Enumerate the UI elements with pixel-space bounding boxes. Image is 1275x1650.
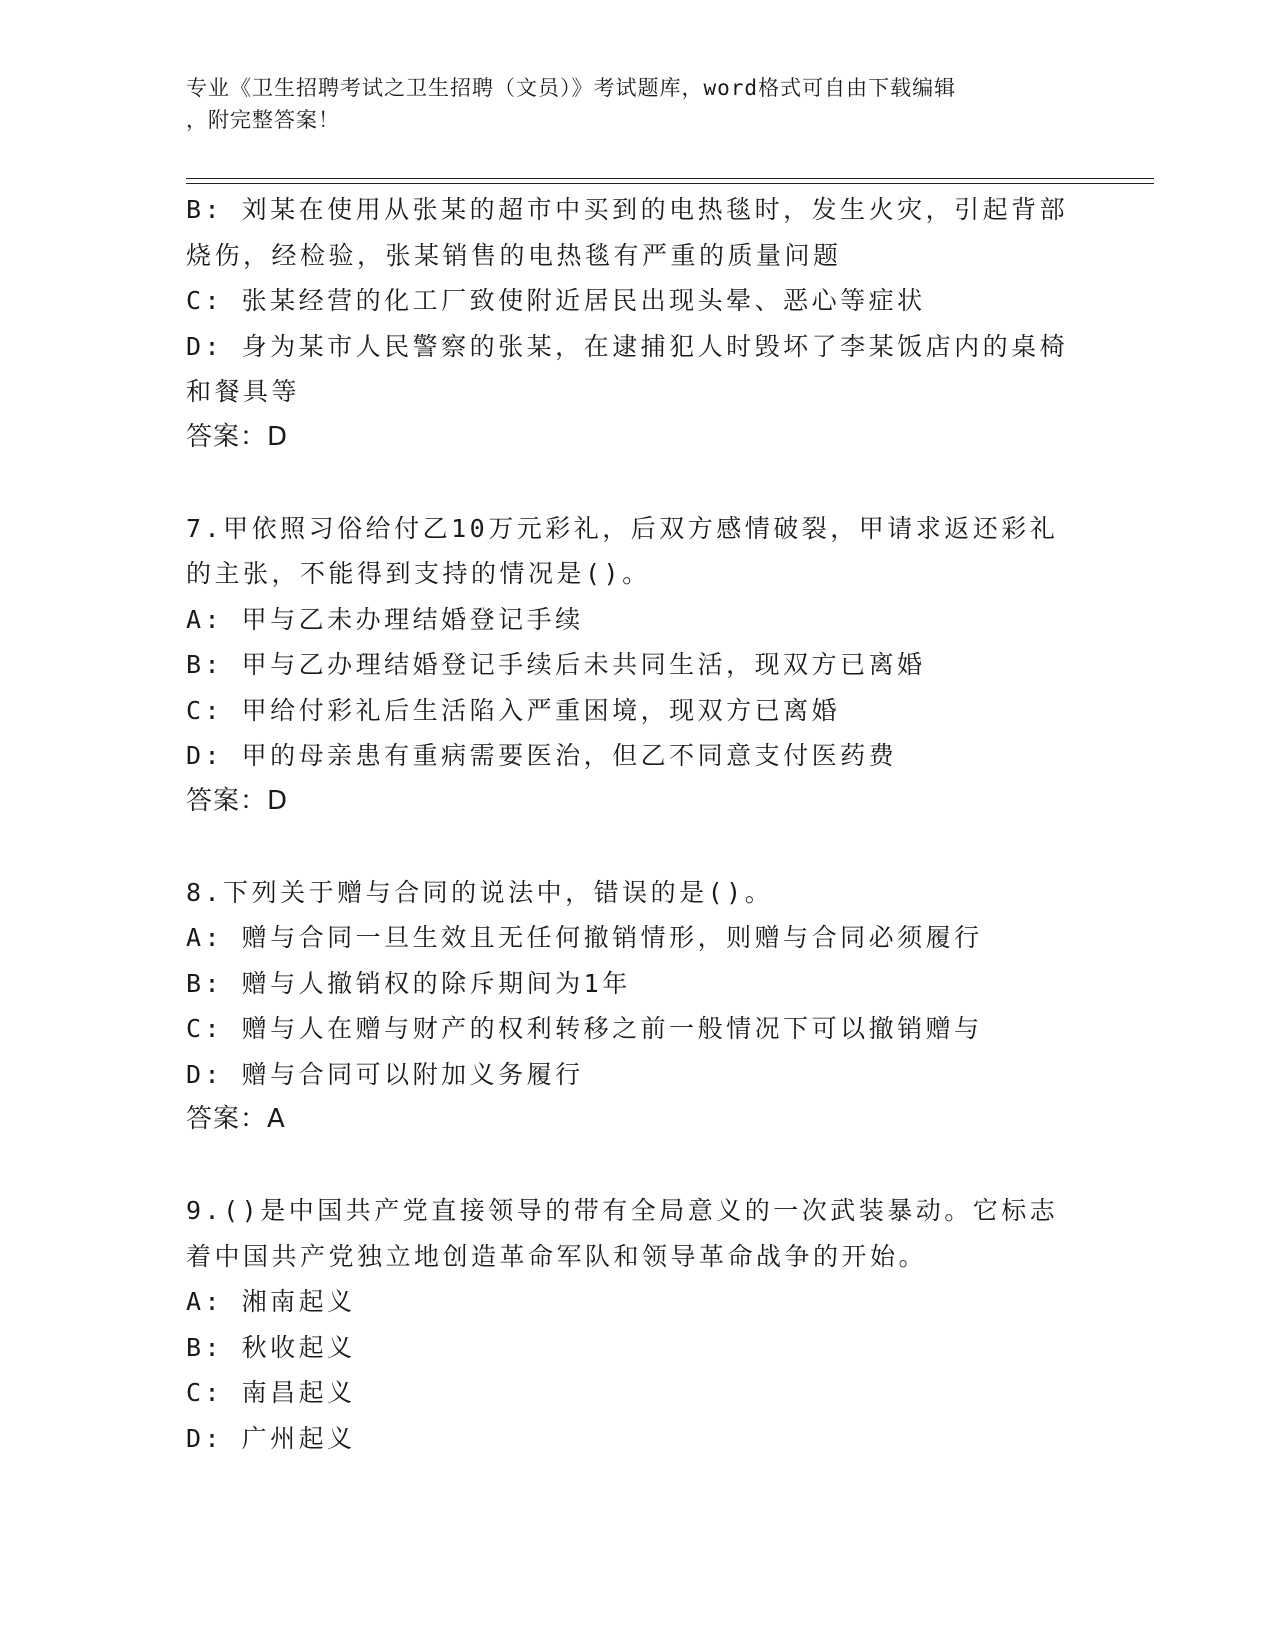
answer: 答案：D: [186, 421, 289, 452]
spacer: [186, 1143, 1086, 1189]
question-9: [186, 1188, 1086, 1461]
spacer: [186, 824, 1086, 870]
spacer: [186, 460, 1086, 506]
answer: 答案：D: [186, 785, 289, 816]
option-d-continued: 和餐具等: [186, 377, 301, 406]
option-c: C: 南昌起义: [186, 1378, 356, 1407]
document-header: [186, 72, 1066, 136]
question-stem: 7.甲依照习俗给付乙10万元彩礼，后双方感情破裂，甲请求返还彩礼: [186, 513, 1059, 543]
header-line-1: 专业《卫生招聘考试之卫生招聘（文员）》考试题库，word格式可自由下载编辑: [186, 76, 957, 100]
question-8: [186, 870, 1086, 1143]
option-b-continued: 烧伤，经检验，张某销售的电热毯有严重的质量问题: [186, 240, 842, 270]
option-c: C: 甲给付彩礼后生活陷入严重困境，现双方已离婚: [186, 695, 841, 725]
option-d: D: 身为某市人民警察的张某，在逮捕犯人时毁坏了李某饭店内的桌椅: [186, 331, 1069, 361]
document-body: [186, 187, 1086, 1461]
option-c: C: 赠与人在赠与财产的权利转移之前一般情况下可以撤销赠与: [186, 1014, 983, 1043]
option-a: A: 甲与乙未办理结婚登记手续: [186, 604, 584, 634]
option-b: B: 甲与乙办理结婚登记手续后未共同生活，现双方已离婚: [186, 650, 926, 679]
answer: 答案：A: [186, 1104, 286, 1134]
question-stem-continued: 的主张，不能得到支持的情况是()。: [186, 559, 651, 588]
option-d: D: 甲的母亲患有重病需要医治，但乙不同意支付医药费: [186, 741, 898, 770]
option-d: D: 广州起义: [186, 1423, 356, 1453]
option-b: B: 秋收起义: [186, 1332, 356, 1362]
question-7: [186, 506, 1086, 825]
option-b: B: 刘某在使用从张某的超市中买到的电热毯时，发生火灾，引起背部: [186, 195, 1069, 224]
question-stem-continued: 着中国共产党独立地创造革命军队和领导革命战争的开始。: [186, 1241, 928, 1271]
option-a: A: 湘南起义: [186, 1287, 356, 1316]
question-stem: 8.下列关于赠与合同的说法中，错误的是()。: [186, 877, 774, 907]
option-a: A: 赠与合同一旦生效且无任何撤销情形，则赠与合同必须履行: [186, 923, 983, 952]
option-b: B: 赠与人撤销权的除斥期间为1年: [186, 968, 631, 998]
header-line-2: ，附完整答案！: [186, 108, 340, 132]
option-d: D: 赠与合同可以附加义务履行: [186, 1059, 584, 1089]
question-6: [186, 187, 1086, 460]
question-stem: 9.()是中国共产党直接领导的带有全局意义的一次武装暴动。它标志: [186, 1196, 1059, 1225]
header-rule-top: [186, 178, 1154, 179]
header-rule-bottom: [186, 183, 1154, 184]
option-c: C: 张某经营的化工厂致使附近居民出现头晕、恶心等症状: [186, 286, 926, 315]
